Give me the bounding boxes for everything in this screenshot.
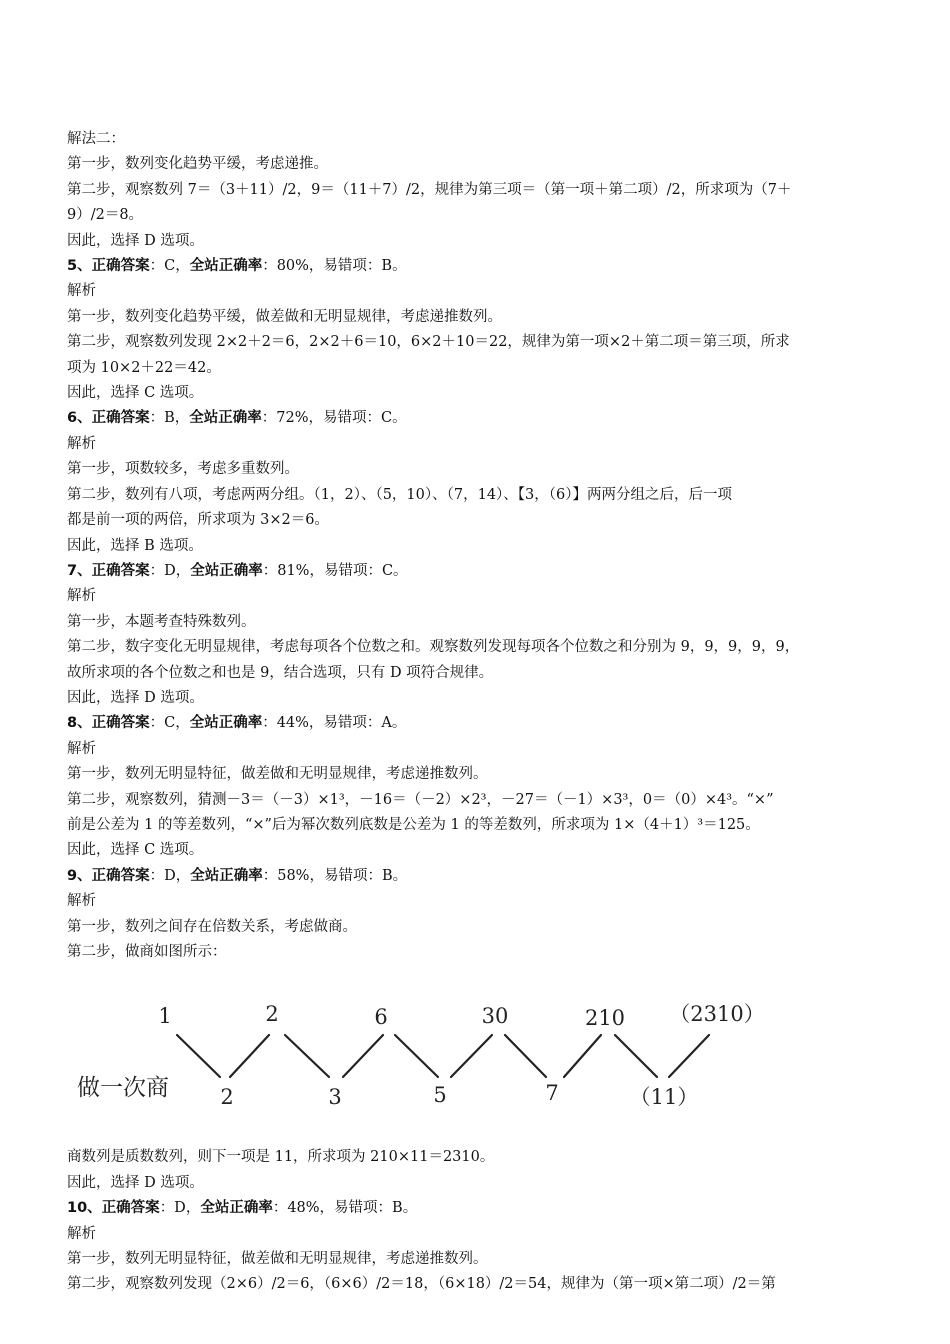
connector-line <box>615 1035 657 1077</box>
q9-rate-label: 全站正确率 <box>190 867 263 884</box>
q9-after-figure: 商数列是质数数列，则下一项是 11，所求项为 210×11＝2310。 <box>67 1149 495 1166</box>
connector-line <box>230 1035 269 1077</box>
bottom-quotient-5: （11） <box>629 1085 699 1110</box>
q9-rate-value: ：58%，易错项：B。 <box>262 867 408 884</box>
q6-correct-value: ：B， <box>149 410 190 427</box>
q8-correct-label: 正确答案 <box>91 715 150 732</box>
q5-conclusion: 因此，选择 C 选项。 <box>67 385 204 402</box>
method2-title: 解法二： <box>67 131 125 147</box>
q9-number: 9、 <box>67 867 92 884</box>
q5-answer-line <box>67 254 887 279</box>
connector-line <box>564 1035 601 1077</box>
q5-number: 5、 <box>67 258 92 275</box>
q9-answer-line <box>67 864 887 889</box>
q7-correct-label: 正确答案 <box>91 562 150 579</box>
bottom-quotient-2: 3 <box>328 1085 342 1110</box>
q8-rate-label: 全站正确率 <box>189 715 263 732</box>
quotient-diagram <box>67 965 767 1145</box>
q5-analysis-heading: 解析 <box>67 283 96 300</box>
top-term-1: 1 <box>158 1004 172 1029</box>
q6-step1: 第一步，项数较多，考虑多重数列。 <box>67 461 299 478</box>
q9-step2: 第二步，做商如图所示： <box>67 944 227 960</box>
q10-step1: 第一步，数列无明显特征，做差做和无明显规律，考虑递推数列。 <box>67 1251 488 1268</box>
q7-conclusion: 因此，选择 D 选项。 <box>67 689 204 706</box>
method2-conclusion: 因此，选择 D 选项。 <box>67 232 204 249</box>
q5-step2-cont: 项为 10×2＋22＝42。 <box>67 359 221 376</box>
connector-line <box>343 1035 383 1077</box>
q5-step1: 第一步，数列变化趋势平缓，做差做和无明显规律，考虑递推数列。 <box>67 308 502 325</box>
q7-number: 7、 <box>67 562 92 579</box>
q7-analysis-heading: 解析 <box>67 588 96 605</box>
q7-correct-value: ：D， <box>149 562 191 579</box>
connector-line <box>669 1035 709 1077</box>
q7-step2-cont: 故所求项的各个位数之和也是 9，结合选项，只有 D 项符合规律。 <box>67 664 494 681</box>
q7-step1: 第一步，本题考查特殊数列。 <box>67 613 256 630</box>
connector-line <box>451 1035 492 1077</box>
connector-line <box>177 1035 220 1077</box>
q5-rate-value: ：80%，易错项：B。 <box>262 258 407 275</box>
q8-step1: 第一步，数列无明显特征，做差做和无明显规律，考虑递推数列。 <box>67 766 488 783</box>
q9-correct-label: 正确答案 <box>91 867 150 884</box>
bottom-quotient-1: 2 <box>220 1085 234 1110</box>
top-term-2: 2 <box>265 1002 279 1027</box>
q7-step2: 第二步，数字变化无明显规律，考虑每项各个位数之和。观察数列发现每项各个位数之和分别为 9，9，9，9，9， <box>67 639 800 656</box>
q8-analysis-heading: 解析 <box>67 740 96 757</box>
q6-step2: 第二步，数列有八项，考虑两两分组。（1，2）、（5，10）、（7，14）、【3，（6）】两两分组之后，后一项 <box>67 486 732 503</box>
q10-analysis-heading: 解析 <box>67 1225 96 1242</box>
q5-step2: 第二步，观察数列发现 2×2＋2＝6，2×2＋6＝10，6×2＋10＝22，规律为第一项×2＋第二项＝第三项，所求 <box>67 334 790 351</box>
q10-step2: 第二步，观察数列发现（2×6）/2＝6，（6×6）/2＝18，（6×18）/2＝54，规律为（第一项×第二项）/2＝第 <box>67 1276 776 1293</box>
q8-step2: 第二步，观察数列，猜测－3＝（－3）×1³，－16＝（－2）×2³，－27＝（－1）×3³，0＝（0）×4³。“×” <box>67 791 774 808</box>
q8-correct-value: ：C， <box>149 715 190 732</box>
connector-line <box>285 1035 329 1077</box>
q7-answer-line <box>67 559 887 584</box>
q6-conclusion: 因此，选择 B 选项。 <box>67 537 203 554</box>
q5-correct-label: 正确答案 <box>91 258 150 275</box>
top-term-5: 210 <box>584 1006 626 1031</box>
q6-rate-value: ：72%，易错项：C。 <box>261 410 407 427</box>
connector-line <box>395 1035 438 1077</box>
quotient-label: 做一次商 <box>77 1075 169 1102</box>
top-term-6: （2310） <box>669 1002 765 1027</box>
q9-analysis-heading: 解析 <box>67 893 96 910</box>
q10-answer-line <box>67 1196 887 1221</box>
q7-rate-label: 全站正确率 <box>190 562 263 579</box>
method2-step2: 第二步，观察数列 7＝（3＋11）/2，9＝（11＋7）/2，规律为第三项＝（第一项＋第二项）/2，所求项为（7＋ <box>67 181 792 198</box>
q8-conclusion: 因此，选择 C 选项。 <box>67 842 204 859</box>
q6-number: 6、 <box>67 410 92 427</box>
method2-step1: 第一步，数列变化趋势平缓，考虑递推。 <box>67 156 328 173</box>
q10-number: 10、 <box>67 1200 102 1217</box>
q8-step2-cont: 前是公差为 1 的等差数列，“×”后为幂次数列底数是公差为 1 的等差数列，所求项为 1×（4＋1）³＝125。 <box>67 816 760 833</box>
q6-step2-cont: 都是前一项的两倍，所求项为 3×2＝6。 <box>67 512 329 529</box>
document-page <box>67 127 887 1298</box>
q8-number: 8、 <box>67 715 92 732</box>
q7-rate-value: ：81%，易错项：C。 <box>262 562 408 579</box>
top-term-3: 6 <box>374 1005 388 1030</box>
bottom-quotient-3: 5 <box>433 1083 447 1108</box>
q8-answer-line <box>67 711 887 736</box>
q9-step1: 第一步，数列之间存在倍数关系，考虑做商。 <box>67 918 357 935</box>
q5-rate-label: 全站正确率 <box>189 258 263 275</box>
q9-conclusion: 因此，选择 D 选项。 <box>67 1174 204 1191</box>
q9-correct-value: ：D， <box>149 867 191 884</box>
q10-rate-label: 全站正确率 <box>200 1200 273 1217</box>
quotient-diagram-svg <box>67 965 767 1145</box>
connector-line <box>505 1035 546 1077</box>
q6-answer-line <box>67 406 887 431</box>
q5-correct-value: ：C， <box>149 258 190 275</box>
q8-rate-value: ：44%，易错项：A。 <box>262 715 407 732</box>
q6-rate-label: 全站正确率 <box>189 410 262 427</box>
top-term-4: 30 <box>481 1004 509 1029</box>
method2-step2-cont: 9）/2＝8。 <box>67 207 144 224</box>
q6-correct-label: 正确答案 <box>91 410 150 427</box>
q10-rate-value: ：48%，易错项：B。 <box>272 1200 418 1217</box>
q10-correct-label: 正确答案 <box>101 1200 160 1217</box>
connector-lines <box>177 1035 709 1077</box>
bottom-quotient-4: 7 <box>545 1081 559 1106</box>
q6-analysis-heading: 解析 <box>67 435 96 452</box>
q10-correct-value: ：D， <box>159 1200 201 1217</box>
